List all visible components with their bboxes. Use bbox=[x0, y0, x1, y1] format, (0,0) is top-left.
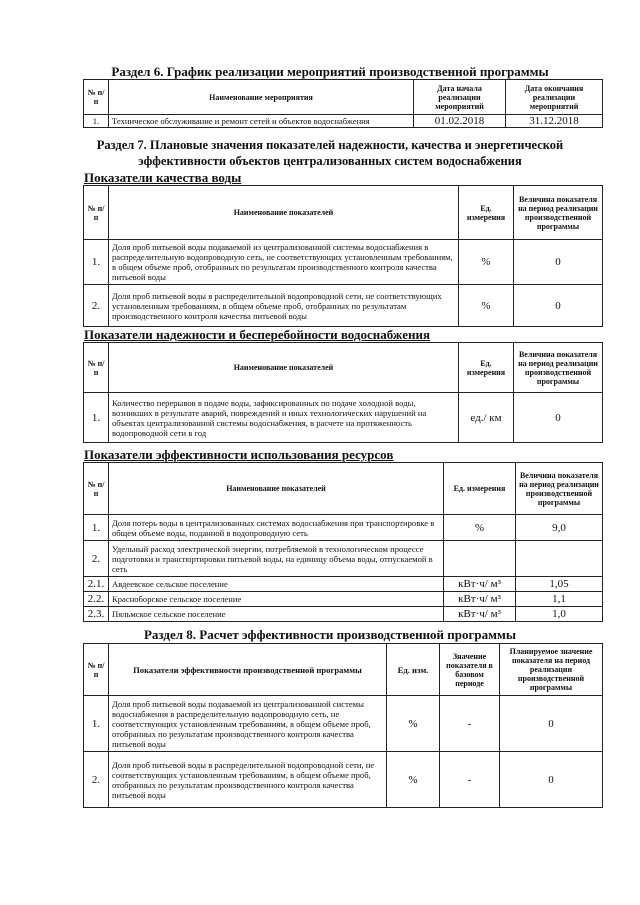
row-value: 0 bbox=[514, 240, 603, 285]
header-plan: Планируемое значение показателя на период реализации производственной программы bbox=[500, 644, 603, 696]
section6-title: Раздел 6. График реализации мероприятий производственной программы bbox=[111, 64, 549, 79]
header-unit: Ед. измерения bbox=[459, 343, 514, 393]
row-unit: кВт·ч/ м³ bbox=[444, 607, 516, 622]
row-name: Доля проб питьевой воды в распределительной водопроводной сети, не соответствующих установленным требованиям, в общем объеме проб, отобранных по результатам производственного контроля качества питьевой воды bbox=[109, 285, 459, 327]
header-name: Наименование мероприятия bbox=[109, 80, 414, 115]
row-unit: ед./ км bbox=[459, 393, 514, 443]
row-name: Авдеевское сельское поселение bbox=[109, 577, 444, 592]
row-unit: % bbox=[387, 752, 440, 808]
header-num: № п/п bbox=[84, 186, 109, 240]
row-num: 2.1. bbox=[84, 577, 109, 592]
header-num: № п/п bbox=[84, 463, 109, 515]
header-value: Величина показателя на период реализации производственной программы bbox=[514, 343, 603, 393]
row-num: 2. bbox=[84, 752, 109, 808]
section8-title: Раздел 8. Расчет эффективности производственной программы bbox=[143, 627, 517, 642]
table-row bbox=[84, 115, 603, 128]
row-name: Пяльмское сельское поселение bbox=[109, 607, 444, 622]
header-num: № п/п bbox=[84, 343, 109, 393]
row-unit: % bbox=[459, 240, 514, 285]
row-unit: % bbox=[459, 285, 514, 327]
row-num: 1. bbox=[84, 115, 109, 128]
row-num: 1. bbox=[84, 696, 109, 752]
table-row bbox=[84, 592, 603, 607]
row-value bbox=[516, 541, 603, 577]
row-unit: кВт·ч/ м³ bbox=[444, 577, 516, 592]
row-value: 9,0 bbox=[516, 515, 603, 541]
table-row bbox=[84, 393, 603, 443]
section6-table bbox=[83, 79, 603, 128]
reliability-table bbox=[83, 342, 603, 443]
table-row bbox=[84, 577, 603, 592]
row-num: 1. bbox=[84, 515, 109, 541]
row-num: 2. bbox=[84, 285, 109, 327]
efficiency-heading: Показатели эффективности использования ресурсов bbox=[84, 447, 394, 462]
header-name: Наименование показателей bbox=[109, 186, 459, 240]
header-value: Величина показателя на период реализации производственной программы bbox=[516, 463, 603, 515]
section7-title-line2: эффективности объектов централизованных систем водоснабжения bbox=[138, 154, 522, 168]
header-base: Значение показателя в базовом периоде bbox=[440, 644, 500, 696]
section8-table bbox=[83, 643, 603, 808]
header-end: Дата окончания реализации мероприятий bbox=[506, 80, 603, 115]
header-name: Наименование показателей bbox=[109, 463, 444, 515]
row-num: 2.3. bbox=[84, 607, 109, 622]
row-name: Доля проб питьевой воды подаваемой из централизованной системы водоснабжения в распределительную водопроводную сеть, не соответствующих установленным требованиям, в общем объеме проб, отобранных по результатам производственного контроля качества питьевой воды bbox=[109, 696, 387, 752]
header-name: Наименование показателей bbox=[109, 343, 459, 393]
header-num: № п/п bbox=[84, 80, 109, 115]
table-row bbox=[84, 515, 603, 541]
section7-title-line1: Раздел 7. Плановые значения показателей надежности, качества и энергетической bbox=[96, 138, 564, 152]
header-unit: Ед. измерения bbox=[459, 186, 514, 240]
row-base: - bbox=[440, 696, 500, 752]
row-name: Доля проб питьевой воды подаваемой из централизованной системы водоснабжения в распределительную водопроводную сеть, не соответствующих установленным требованиям, в общем объеме проб, отобранных по результатам производственного контроля качества питьевой воды bbox=[109, 240, 459, 285]
header-start: Дата начала реализации мероприятий bbox=[414, 80, 506, 115]
row-name: Доля проб питьевой воды в распределительной водопроводной сети, не соответствующих установленным требованиям, в общем объеме проб, отобранных по результатам производственного контроля качества питьевой воды bbox=[109, 752, 387, 808]
header-name: Показатели эффективности производственной программы bbox=[109, 644, 387, 696]
row-value: 1,05 bbox=[516, 577, 603, 592]
row-plan: 0 bbox=[500, 696, 603, 752]
row-value: 1,0 bbox=[516, 607, 603, 622]
row-unit: % bbox=[444, 515, 516, 541]
efficiency-table bbox=[83, 462, 603, 622]
row-num: 1. bbox=[84, 393, 109, 443]
reliability-heading: Показатели надежности и бесперебойности водоснабжения bbox=[84, 327, 430, 342]
row-name: Количество перерывов в подаче воды, зафиксированных по подаче холодной воды, возникших в результате аварий, повреждений и иных технологических нарушений на объектах централизованной системы водоснабжения, в расчете на протяженность водопроводной сети в год bbox=[109, 393, 459, 443]
quality-table bbox=[83, 185, 603, 327]
row-unit bbox=[444, 541, 516, 577]
table-row bbox=[84, 240, 603, 285]
row-name: Техническое обслуживание и ремонт сетей и объектов водоснабжения bbox=[109, 115, 414, 128]
row-end-date: 31.12.2018 bbox=[506, 115, 603, 128]
row-unit: % bbox=[387, 696, 440, 752]
row-num: 2.2. bbox=[84, 592, 109, 607]
row-start-date: 01.02.2018 bbox=[414, 115, 506, 128]
table-row bbox=[84, 696, 603, 752]
row-name: Удельный расход электрической энергии, потребляемой в технологическом процессе подготовки и транспортировки питьевой воды, на единицу объема воды, отпускаемой в сеть bbox=[109, 541, 444, 577]
header-value: Величина показателя на период реализации производственной программы bbox=[514, 186, 603, 240]
row-num: 2. bbox=[84, 541, 109, 577]
header-unit: Ед. измерения bbox=[444, 463, 516, 515]
table-row bbox=[84, 285, 603, 327]
header-unit: Ед. изм. bbox=[387, 644, 440, 696]
row-value: 0 bbox=[514, 285, 603, 327]
row-base: - bbox=[440, 752, 500, 808]
row-name: Доля потерь воды в централизованных системах водоснабжения при транспортировке в общем объеме воды, поданной в водопроводную сеть bbox=[109, 515, 444, 541]
quality-heading: Показатели качества воды bbox=[84, 170, 242, 185]
row-name: Красноборское сельское поселение bbox=[109, 592, 444, 607]
header-num: № п/п bbox=[84, 644, 109, 696]
table-row bbox=[84, 607, 603, 622]
row-plan: 0 bbox=[500, 752, 603, 808]
row-value: 1,1 bbox=[516, 592, 603, 607]
row-unit: кВт·ч/ м³ bbox=[444, 592, 516, 607]
table-row bbox=[84, 752, 603, 808]
row-num: 1. bbox=[84, 240, 109, 285]
table-row bbox=[84, 541, 603, 577]
row-value: 0 bbox=[514, 393, 603, 443]
